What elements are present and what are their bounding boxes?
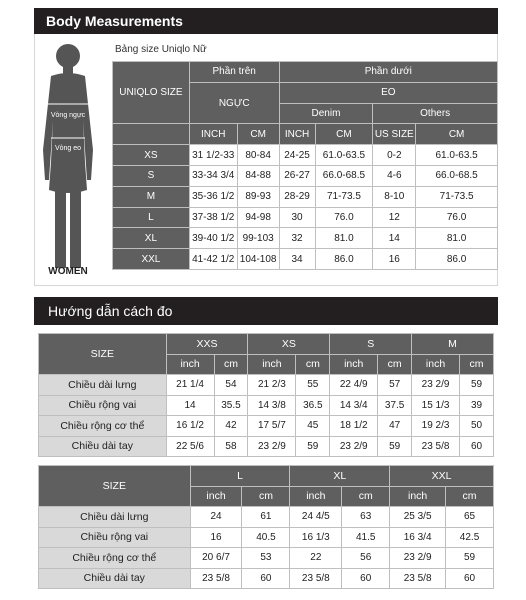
table-cell: 8-10	[373, 186, 416, 207]
table-cell: 31 1/2-33	[189, 145, 237, 166]
table-cell: 60	[460, 436, 494, 457]
table-cell: 42.5	[446, 527, 494, 548]
table-cell: 24 4/5	[290, 507, 342, 528]
table-cell: 4-6	[373, 165, 416, 186]
table-cell: 60	[242, 568, 290, 589]
size-col-header: XS	[248, 334, 330, 355]
body-measurements-header: Body Measurements	[34, 8, 498, 34]
unit-header: cm	[460, 354, 494, 375]
unit-header: inch	[330, 354, 378, 375]
table-row	[113, 228, 498, 249]
table-cell: 20 6/7	[190, 548, 242, 569]
table-cell: 23 5/8	[412, 436, 460, 457]
table-cell: 16 1/3	[290, 527, 342, 548]
table-cell: 23 5/8	[190, 568, 242, 589]
table-cell: 14	[373, 228, 416, 249]
measuring-guide-panel	[34, 325, 498, 593]
unit-header: inch	[290, 486, 342, 507]
table-cell: 14	[166, 395, 214, 416]
size-cell: XXL	[113, 249, 190, 270]
chest-label: Vòng ngực	[50, 112, 86, 119]
size-col-header: L	[190, 466, 290, 487]
table-row	[113, 186, 498, 207]
table-row	[39, 436, 494, 457]
size-cell: L	[113, 207, 190, 228]
row-label: Chiều dài lưng	[39, 507, 191, 528]
row-label: Chiều dài tay	[39, 568, 191, 589]
size-cell: M	[113, 186, 190, 207]
table-cell: 34	[279, 249, 315, 270]
table-cell: 60	[446, 568, 494, 589]
table-row	[113, 145, 498, 166]
table-cell: 14 3/8	[248, 395, 296, 416]
table-cell: 63	[342, 507, 390, 528]
table-cell: 17 5/7	[248, 416, 296, 437]
table-row	[39, 375, 494, 396]
table-cell: 12	[373, 207, 416, 228]
size-header: SIZE	[39, 466, 191, 507]
waist-header: EO	[279, 82, 497, 103]
row-label: Chiều rộng cơ thể	[39, 416, 167, 437]
table-cell: 54	[214, 375, 248, 396]
size-cell: XL	[113, 228, 190, 249]
unit-header: cm	[446, 486, 494, 507]
table-cell: 81.0	[416, 228, 498, 249]
unit-header: inch	[412, 354, 460, 375]
table-cell: 0-2	[373, 145, 416, 166]
table-cell: 104-108	[237, 249, 279, 270]
size-col-header: XXL	[390, 466, 494, 487]
table-cell: 89-93	[237, 186, 279, 207]
table-cell: 41-42 1/2	[189, 249, 237, 270]
table-cell: 57	[378, 375, 412, 396]
size-chart-subtitle: Bảng size Uniqlo Nữ	[115, 44, 207, 55]
table-row	[39, 507, 494, 528]
table-cell: 99-103	[237, 228, 279, 249]
size-col-header: XL	[290, 466, 390, 487]
table-cell: 15 1/3	[412, 395, 460, 416]
table-cell: 23 5/8	[390, 568, 446, 589]
unit-header: inch	[390, 486, 446, 507]
unit-header: CM	[416, 124, 498, 145]
upper-header: Phần trên	[189, 62, 279, 83]
others-header: Others	[373, 103, 498, 124]
body-measurements-panel	[34, 34, 498, 286]
table-cell: 55	[296, 375, 330, 396]
size-col-header: S	[330, 334, 412, 355]
table-cell: 60	[342, 568, 390, 589]
table-cell: 23 2/9	[390, 548, 446, 569]
table-cell: 45	[296, 416, 330, 437]
table-cell: 24	[190, 507, 242, 528]
table-cell: 22 5/6	[166, 436, 214, 457]
table-cell: 28-29	[279, 186, 315, 207]
table-cell: 35-36 1/2	[189, 186, 237, 207]
table-cell: 18 1/2	[330, 416, 378, 437]
table-cell: 42	[214, 416, 248, 437]
table-row	[113, 249, 498, 270]
table-cell: 71-73.5	[315, 186, 373, 207]
table-row	[39, 416, 494, 437]
chest-header: NGỰC	[189, 82, 279, 124]
row-label: Chiều dài lưng	[39, 375, 167, 396]
row-label: Chiều rộng cơ thể	[39, 548, 191, 569]
unit-header: INCH	[189, 124, 237, 145]
table-cell: 65	[446, 507, 494, 528]
lower-header: Phần dưới	[279, 62, 497, 83]
table-cell: 84-88	[237, 165, 279, 186]
table-cell: 23 2/9	[330, 436, 378, 457]
table-cell: 35.5	[214, 395, 248, 416]
table-cell: 94-98	[237, 207, 279, 228]
table-cell: 37-38 1/2	[189, 207, 237, 228]
unit-header: cm	[242, 486, 290, 507]
women-figure-icon	[35, 40, 101, 280]
table-cell: 71-73.5	[416, 186, 498, 207]
table-cell: 81.0	[315, 228, 373, 249]
table-cell: 25 3/5	[390, 507, 446, 528]
table-cell: 86.0	[416, 249, 498, 270]
table-cell: 33-34 3/4	[189, 165, 237, 186]
denim-header: Denim	[279, 103, 373, 124]
table-cell: 86.0	[315, 249, 373, 270]
size-cell: S	[113, 165, 190, 186]
table-cell: 61.0-63.5	[416, 145, 498, 166]
unit-header: CM	[315, 124, 373, 145]
table-cell: 32	[279, 228, 315, 249]
uniqlo-size-header: UNIQLO SIZE	[113, 62, 190, 124]
table-row	[113, 165, 498, 186]
unit-header: inch	[190, 486, 242, 507]
row-label: Chiều rộng vai	[39, 395, 167, 416]
table-cell: 47	[378, 416, 412, 437]
table-cell: 26-27	[279, 165, 315, 186]
table-cell: 36.5	[296, 395, 330, 416]
table-cell: 61	[242, 507, 290, 528]
table-cell: 59	[460, 375, 494, 396]
women-label: WOMEN	[48, 266, 88, 277]
table-cell: 30	[279, 207, 315, 228]
unit-header: inch	[248, 354, 296, 375]
uniqlo-size-table	[112, 61, 498, 270]
table-cell: 40.5	[242, 527, 290, 548]
table-cell: 39	[460, 395, 494, 416]
table-cell: 21 1/4	[166, 375, 214, 396]
table-cell: 16 1/2	[166, 416, 214, 437]
table-cell: 59	[296, 436, 330, 457]
table-cell: 21 2/3	[248, 375, 296, 396]
uniqlo-size-blank	[113, 124, 190, 145]
table-cell: 24-25	[279, 145, 315, 166]
unit-header: US SIZE	[373, 124, 416, 145]
table-cell: 66.0-68.5	[315, 165, 373, 186]
unit-header: cm	[214, 354, 248, 375]
table-row	[39, 527, 494, 548]
table-cell: 22 4/9	[330, 375, 378, 396]
table-cell: 80-84	[237, 145, 279, 166]
table-cell: 66.0-68.5	[416, 165, 498, 186]
table-row	[113, 207, 498, 228]
table-cell: 50	[460, 416, 494, 437]
table-cell: 23 2/9	[412, 375, 460, 396]
row-label: Chiều rộng vai	[39, 527, 191, 548]
unit-header: cm	[296, 354, 330, 375]
table-cell: 16	[373, 249, 416, 270]
table-cell: 14 3/4	[330, 395, 378, 416]
unit-header: inch	[166, 354, 214, 375]
table-cell: 23 5/8	[290, 568, 342, 589]
guide-table-small	[38, 333, 494, 457]
unit-header: cm	[378, 354, 412, 375]
unit-header: cm	[342, 486, 390, 507]
unit-header: INCH	[279, 124, 315, 145]
unit-header: CM	[237, 124, 279, 145]
table-cell: 16 3/4	[390, 527, 446, 548]
size-cell: XS	[113, 145, 190, 166]
measuring-guide-header: Hướng dẫn cách đo	[34, 297, 498, 325]
size-header: SIZE	[39, 334, 167, 375]
table-cell: 23 2/9	[248, 436, 296, 457]
size-col-header: XXS	[166, 334, 248, 355]
table-cell: 58	[214, 436, 248, 457]
table-row	[39, 395, 494, 416]
table-cell: 59	[378, 436, 412, 457]
table-cell: 61.0-63.5	[315, 145, 373, 166]
table-row	[39, 568, 494, 589]
table-cell: 76.0	[416, 207, 498, 228]
table-cell: 39-40 1/2	[189, 228, 237, 249]
guide-table-large	[38, 465, 494, 589]
table-cell: 76.0	[315, 207, 373, 228]
table-cell: 37.5	[378, 395, 412, 416]
size-col-header: M	[412, 334, 494, 355]
table-cell: 41.5	[342, 527, 390, 548]
table-cell: 22	[290, 548, 342, 569]
table-cell: 16	[190, 527, 242, 548]
table-cell: 59	[446, 548, 494, 569]
table-cell: 19 2/3	[412, 416, 460, 437]
table-cell: 56	[342, 548, 390, 569]
row-label: Chiều dài tay	[39, 436, 167, 457]
table-row	[39, 548, 494, 569]
table-cell: 53	[242, 548, 290, 569]
waist-label: Vòng eo	[54, 145, 82, 152]
